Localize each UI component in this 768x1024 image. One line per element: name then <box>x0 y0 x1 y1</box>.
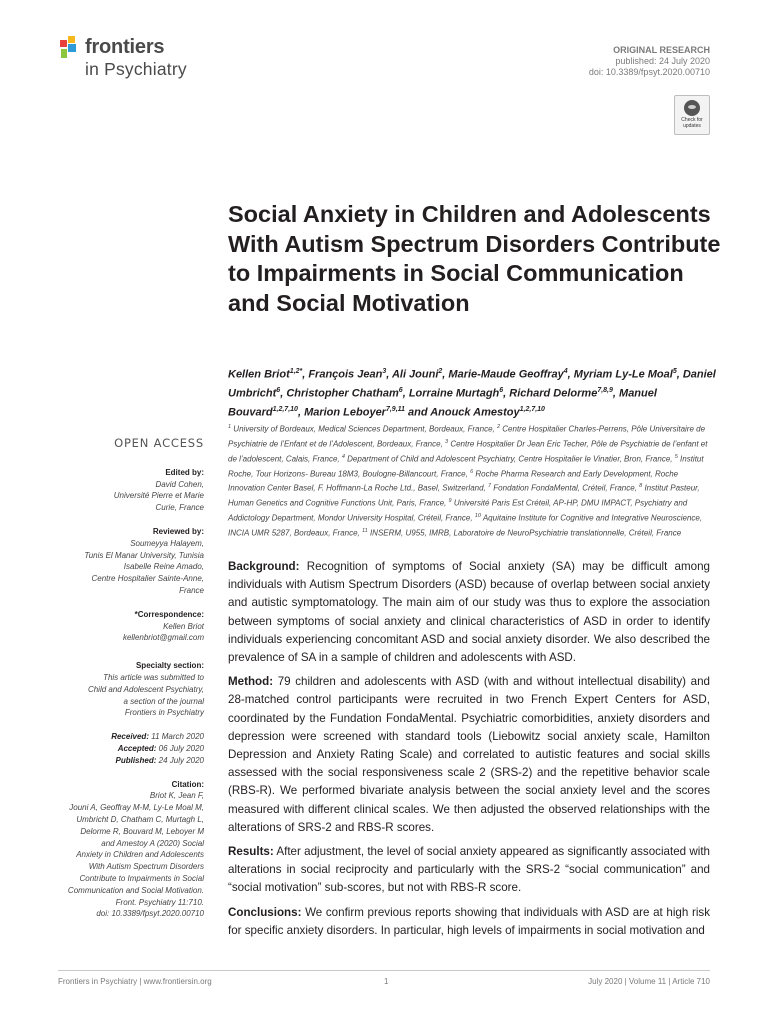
reviewer-line: Soumeyya Halayem, <box>130 538 204 548</box>
journal-name: in Psychiatry <box>85 59 187 79</box>
affiliation-text: Institut Pasteur, Human Genetics and Cognitive Functions Unit, Paris, France, <box>228 484 700 508</box>
journal-brand: frontiers <box>85 36 165 58</box>
abstract-heading: Background: <box>228 560 300 573</box>
received-value: 11 March 2020 <box>151 732 204 742</box>
citation-line: With Autism Spectrum Disorders <box>88 862 204 872</box>
citation-line: and Amestoy A (2020) Social <box>101 838 204 848</box>
published-value: 24 July 2020 <box>158 755 204 765</box>
correspondence-section <box>58 609 204 644</box>
reviewed-by-section <box>58 526 204 597</box>
journal-logo[interactable] <box>58 34 258 84</box>
author-name[interactable]: Manuel Bouvard <box>228 387 657 419</box>
abstract-heading: Method: <box>228 675 274 689</box>
abstract-heading: Conclusions: <box>228 905 302 919</box>
abstract-method <box>228 673 710 837</box>
author-affiliation-ref: 1,2,7,10 <box>519 406 545 414</box>
published-label: Published: <box>115 755 157 765</box>
author-affiliation-ref: 6 <box>276 387 281 395</box>
page-number: 1 <box>384 977 389 986</box>
specialty-line: a section of the journal <box>123 696 204 706</box>
article-type: ORIGINAL RESEARCH <box>613 45 710 55</box>
affiliation-text: University of Bordeaux, Medical Sciences Department, Bordeaux, France, <box>233 424 497 434</box>
reviewer-line: France <box>179 585 204 595</box>
author-name[interactable]: Anouck Amestoy <box>430 406 520 419</box>
affiliation-text: Institut Roche, Tour Horizons- Bureau 18M3, Boulogne-Billancourt, France, <box>228 454 704 479</box>
abstract-background <box>228 558 710 667</box>
accepted-row <box>58 743 204 755</box>
author-affiliation-ref: 3 <box>382 368 387 375</box>
affiliation-text: Centre Hospitalier Dr Jean Eric Techer, Pôle de Psychiatrie de l’enfant et de l’adolescent, Calais, France, <box>228 439 708 464</box>
affiliation-number: 10 <box>474 513 481 520</box>
footer-journal[interactable]: Frontiers in Psychiatry | www.frontiersin.org <box>58 977 212 986</box>
citation-line: Front. Psychiatry 11:710. <box>115 897 204 907</box>
abstract-results <box>228 843 710 898</box>
author-name[interactable]: Christopher Chatham <box>286 387 399 400</box>
author-affiliation-ref: 5 <box>672 368 677 375</box>
author-name[interactable]: Kellen Briot <box>228 368 290 381</box>
citation-label: Citation: <box>171 779 204 789</box>
author-affiliation-ref: 6 <box>398 387 403 395</box>
affiliation-number: 2 <box>496 424 501 430</box>
affiliation-number: 1 <box>228 424 232 430</box>
author-name[interactable]: François Jean <box>308 368 383 381</box>
affiliation-text: Fondation FondaMental, Créteil, France, <box>493 484 640 494</box>
check-updates-label: Check for updates <box>681 117 703 129</box>
author-name[interactable]: Marie-Maude Geoffray <box>448 368 564 381</box>
reviewed-by-label: Reviewed by: <box>152 526 204 536</box>
author-name[interactable]: Marion Leboyer <box>304 406 386 419</box>
reviewer-line: Isabelle Reine Amado, <box>123 562 204 572</box>
specialty-section <box>58 660 204 719</box>
abstract-text: We confirm previous reports showing that individuals with ASD are at high risk for specific anxiety disorders. In particular, high levels of impairments in social motivation and <box>228 905 710 937</box>
open-access-label: OPEN ACCESS <box>114 436 204 450</box>
received-row <box>58 731 204 743</box>
author-name[interactable]: Daniel Umbricht <box>228 368 716 400</box>
edited-by-label: Edited by: <box>165 467 204 477</box>
citation-line: Communication and Social Motivation. <box>67 885 204 895</box>
editor-line: Université Pierre et Marie <box>113 491 204 501</box>
affiliation-text: Department of Child and Adolescent Psychiatry, Centre Hospitalier le Vinatier, Bron, France, <box>347 454 675 464</box>
citation-line: Briot K, Jean F, <box>149 791 204 801</box>
affiliations <box>228 421 710 540</box>
frontiers-logo-icon <box>58 36 82 60</box>
correspondence-email[interactable]: kellenbriot@gmail.com <box>122 633 204 643</box>
citation-line: Delorme R, Bouvard M, Leboyer M <box>80 826 204 836</box>
article-title: Social Anxiety in Children and Adolescents With Autism Spectrum Disorders Contribute to Impairments in Social Communication and Social Motivation <box>228 201 721 316</box>
check-for-updates-badge[interactable] <box>674 95 710 135</box>
affiliation-number: 8 <box>639 483 643 490</box>
author-list: Kellen Briot$^{1,2*}$, François Jean$^3$, Ali Jouni$^2$, Marie-Maude Geoffray$^4$, Myriam Ly-Le Moal$^5$, Daniel Umbricht$^6$, Christopher Chatham$^6$, Lorraine Murtagh$^6$, Richard Delorme$^{7,8,9}$, Manuel Bouvard$^{1,2,7,10}$, Marion Leboyer$^{7,9,11}$ and Anouck Amestoy$^{1,2,7,10}$ <box>228 368 716 419</box>
affiliation-number: 9 <box>448 498 452 505</box>
specialty-label: Specialty section: <box>135 661 204 671</box>
article-header-meta <box>589 45 710 78</box>
citation-section <box>58 779 204 921</box>
author-affiliation-ref: 2 <box>438 368 443 375</box>
citation-line: Contribute to Impairments in Social <box>79 873 204 883</box>
author-name[interactable]: Lorraine Murtagh <box>408 387 500 400</box>
received-label: Received: <box>111 732 149 742</box>
affiliation-text: Centre Hospitalier Charles-Perrens, Pôle Universitaire de Psychiatrie de l’Enfant et de l’Adolescent, Bordeaux, France, <box>228 424 706 449</box>
affiliation-number: 3 <box>445 438 449 445</box>
author-affiliation-ref: 1,2* <box>289 368 303 375</box>
reviewer-line: Tunis El Manar University, Tunisia <box>84 550 204 560</box>
affiliation-number: 7 <box>488 483 492 490</box>
dates-section <box>58 731 204 766</box>
reviewer-line: Centre Hospitalier Sainte-Anne, <box>91 574 204 584</box>
correspondence-name: Kellen Briot <box>163 621 204 631</box>
specialty-line: This article was submitted to <box>103 672 204 682</box>
citation-line[interactable]: doi: 10.3389/fpsyt.2020.00710 <box>96 909 204 919</box>
author-affiliation-ref: 7,8,9 <box>597 387 613 395</box>
author-affiliation-ref: 7,9,11 <box>385 406 405 414</box>
author-affiliation-ref: 1,2,7,10 <box>272 406 298 414</box>
affiliation-number: 5 <box>674 453 678 460</box>
author-name[interactable]: Myriam Ly-Le Moal <box>573 368 673 381</box>
edited-by-section <box>58 467 204 514</box>
author-name[interactable]: Richard Delorme <box>509 387 598 400</box>
abstract-text: After adjustment, the level of social anxiety appeared as significantly associated with alterations in social reciprocity and particularly with the SRS-2 “social communication” and “social motivation” sub-scores, but not with RBS-R score. <box>228 845 710 895</box>
published-date: published: 24 July 2020 <box>615 56 710 66</box>
affiliation-text: INSERM, U955, IMRB, Laboratoire de NeuroPsychiatrie translationnelle, Créteil, France <box>369 528 682 538</box>
citation-line: Umbricht D, Chatham C, Murtagh L, <box>76 814 204 824</box>
published-row <box>58 755 204 767</box>
abstract-text: 79 children and adolescents with ASD (with and without intellectual disability) and 28-matched control participants were recruited in two French Expert Centers for ASD, coordinated by the Fundation FondaMental. Psychiatric comorbidities, anxiety disorders and depression were screened with standard tools (Liebowitz social anxiety scale, Hamilton Depression and Anxiety Rating Scale) and correlated to autistic features and social skills assessed with the social responsiveness scale 2 (SRS-2) and the repetitive behavior scale (RBS-R). We performed bivariate analysis between the social anxiety level and the scores measured with different clinical scales. We then adjusted the observed relationships with the alterations of SRS-2 and RBS-R scores. <box>228 675 710 834</box>
check-updates-icon <box>684 100 700 116</box>
specialty-line: Child and Adolescent Psychiatry, <box>87 684 204 694</box>
affiliation-number: 6 <box>470 468 474 475</box>
accepted-label: Accepted: <box>117 743 157 753</box>
page-footer <box>58 970 710 986</box>
correspondence-label: *Correspondence: <box>134 609 204 619</box>
accepted-value: 06 July 2020 <box>158 743 204 753</box>
affiliation-number: 4 <box>341 453 345 460</box>
footer-issue: July 2020 | Volume 11 | Article 710 <box>588 977 710 986</box>
author-affiliation-ref: 4 <box>563 368 568 375</box>
affiliation-text: Aquitaine Institute for Cognitive and Integrative Neuroscience, INCIA UMR 5287, Bordeaux, France, <box>228 513 703 538</box>
affiliation-text: Roche Pharma Research and Early Development, Roche Innovation Center Basel, F. Hoffmann-La Roche Ltd., Basel, Switzerland, <box>228 469 679 494</box>
abstract <box>228 558 710 946</box>
abstract-text: Recognition of symptoms of Social anxiety (SA) may be difficult among individuals with Autism Spectrum Disorders (ASD) because of overlap between social anxiety and autistic symptomatology. The main aim of our study was thus to explore the association between symptoms of social anxiety and clinical characteristics of ASD in order to identify individuals experiencing concomitant ASD and social anxiety disorder. We also described the prevalence of SA in a sample of children and adolescents with ASD. <box>228 560 710 665</box>
editor-line: Curie, France <box>155 503 204 513</box>
editor-line: David Cohen, <box>155 479 204 489</box>
abstract-heading: Results: <box>228 845 274 859</box>
article-sidebar <box>58 438 204 932</box>
article-doi[interactable]: doi: 10.3389/fpsyt.2020.00710 <box>588 67 710 77</box>
affiliation-number: 11 <box>361 528 368 535</box>
citation-line: Anxiety in Children and Adolescents <box>76 850 204 860</box>
abstract-conclusions <box>228 904 710 940</box>
author-affiliation-ref: 6 <box>499 387 504 395</box>
author-name[interactable]: Ali Jouni <box>391 368 439 381</box>
specialty-line: Frontiers in Psychiatry <box>124 708 204 718</box>
affiliation-text: Université Paris Est Créteil, AP-HP, DMU IMPACT, Psychiatry and Addictology Department, Mondor University Hospital, Créteil, France, <box>228 498 688 523</box>
citation-line: Jouni A, Geoffray M-M, Ly-Le Moal M, <box>69 803 204 813</box>
